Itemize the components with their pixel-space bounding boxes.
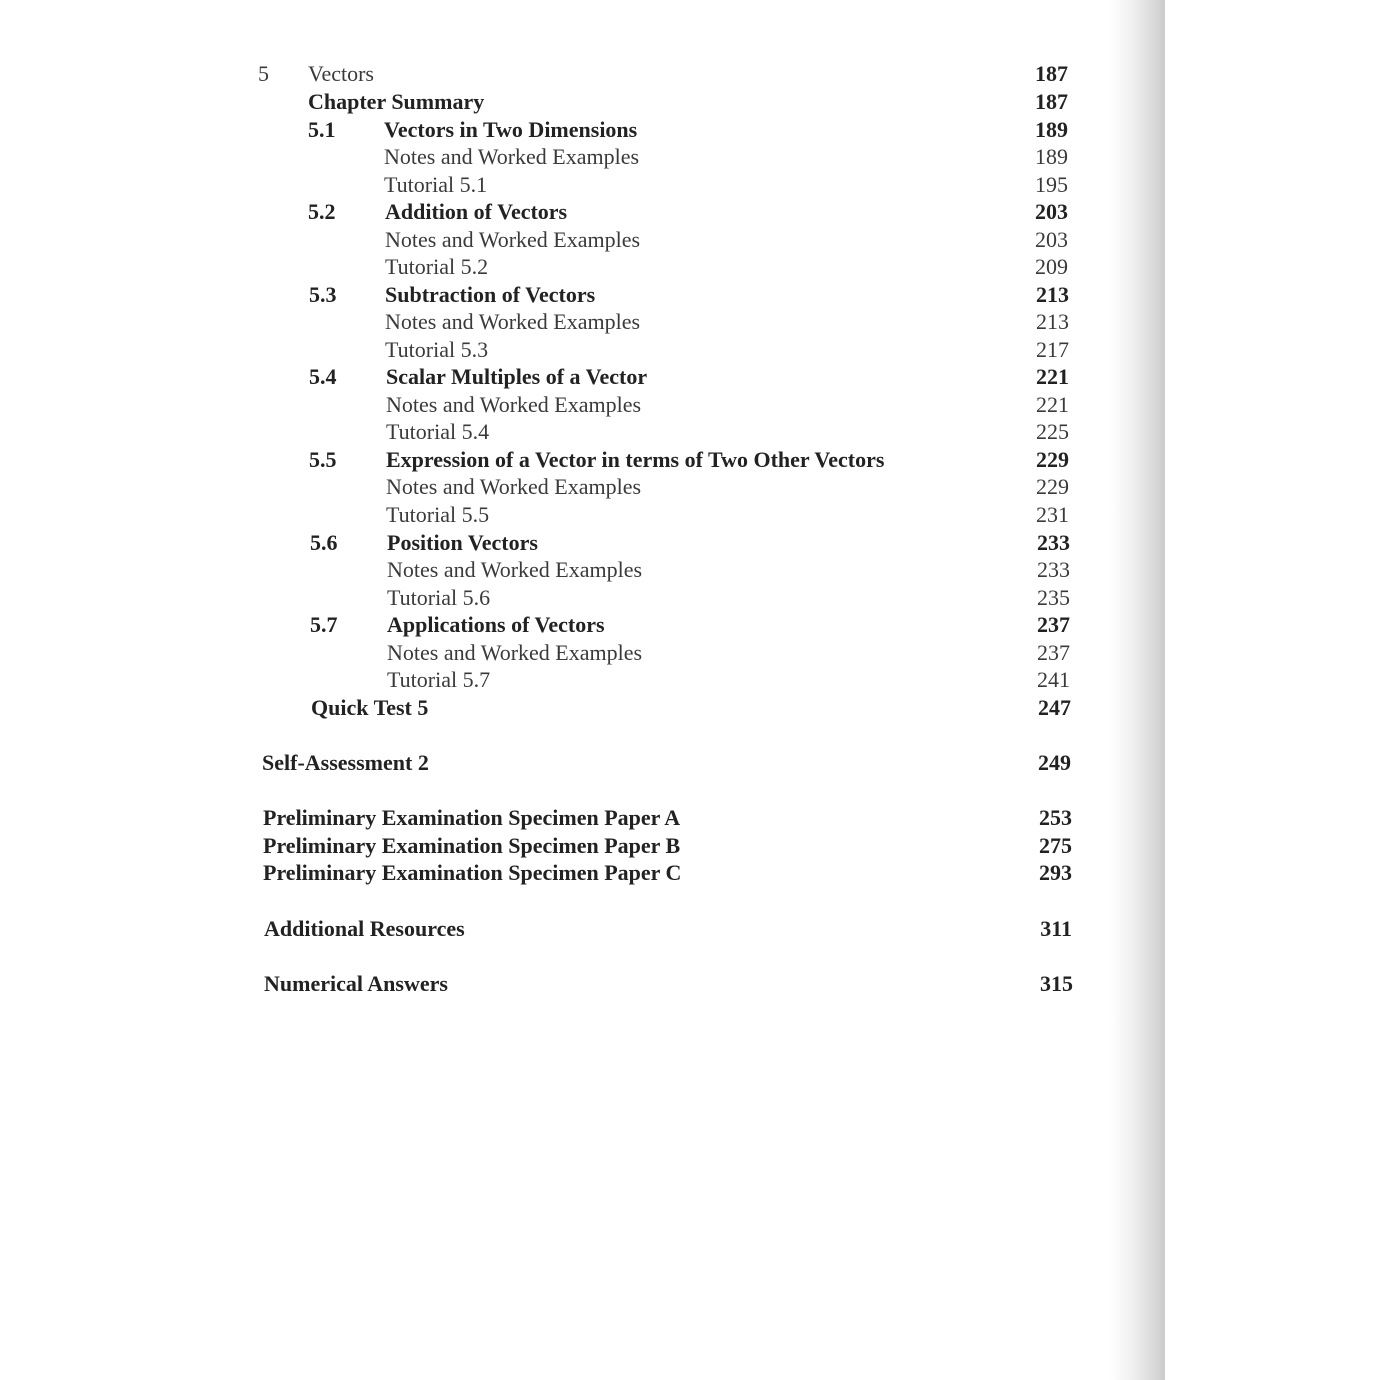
toc-chapter-row[interactable] [0, 60, 1110, 88]
entry-page: 189 [1035, 144, 1068, 169]
toc-section-row[interactable] [0, 529, 1110, 557]
section-page: 213 [1036, 282, 1069, 307]
entry-page: 217 [1036, 337, 1069, 362]
toc-section-row[interactable] [0, 363, 1110, 391]
chapter-page: 187 [1035, 61, 1068, 86]
back-matter-label: Preliminary Examination Specimen Paper A [263, 805, 681, 830]
section-page: 221 [1036, 364, 1069, 389]
toc-entry-row[interactable] [0, 253, 1110, 281]
section-number: 5.4 [309, 364, 337, 389]
entry-page: 221 [1036, 392, 1069, 417]
toc-section-row[interactable] [0, 446, 1110, 474]
section-title: Position Vectors [387, 530, 538, 555]
toc-back-matter-row[interactable] [0, 859, 1110, 887]
back-matter-page: 315 [1040, 971, 1073, 996]
quick-test-page: 247 [1038, 695, 1071, 720]
entry-label: Notes and Worked Examples [386, 474, 642, 499]
toc-back-matter-row[interactable] [0, 970, 1110, 998]
toc-chapter-summary-row[interactable] [0, 88, 1110, 116]
entry-page: 237 [1037, 640, 1070, 665]
toc-entry-row[interactable] [0, 584, 1110, 612]
toc-entry-row[interactable] [0, 556, 1110, 584]
toc-entry-row[interactable] [0, 143, 1110, 171]
section-number: 5.3 [309, 282, 337, 307]
page-margin-outside [1165, 0, 1380, 1380]
chapter-title: Vectors [308, 61, 374, 86]
entry-label: Notes and Worked Examples [385, 227, 641, 252]
entry-page: 229 [1036, 474, 1069, 499]
entry-label: Tutorial 5.3 [385, 337, 489, 362]
entry-label: Tutorial 5.2 [385, 254, 489, 279]
back-matter-label: Additional Resources [264, 916, 465, 941]
entry-label: Tutorial 5.7 [387, 667, 491, 692]
section-page: 237 [1037, 612, 1070, 637]
entry-page: 231 [1036, 502, 1069, 527]
back-matter-page: 311 [1040, 916, 1072, 941]
entry-label: Notes and Worked Examples [384, 144, 640, 169]
back-matter-label: Preliminary Examination Specimen Paper B [263, 833, 681, 858]
entry-label: Notes and Worked Examples [387, 557, 643, 582]
entry-page: 195 [1035, 172, 1068, 197]
back-matter-label: Preliminary Examination Specimen Paper C [263, 860, 682, 885]
back-matter-page: 249 [1038, 750, 1071, 775]
toc-entry-row[interactable] [0, 473, 1110, 501]
section-number: 5.5 [309, 447, 337, 472]
section-number: 5.1 [308, 117, 336, 142]
chapter-summary-page: 187 [1035, 89, 1068, 114]
section-title: Applications of Vectors [387, 612, 605, 637]
entry-page: 241 [1037, 667, 1070, 692]
section-title: Expression of a Vector in terms of Two Other Vectors [386, 447, 885, 472]
chapter-summary-label: Chapter Summary [308, 89, 485, 114]
toc-back-matter-row[interactable] [0, 749, 1110, 777]
toc-back-matter-row[interactable] [0, 832, 1110, 860]
entry-page: 209 [1035, 254, 1068, 279]
entry-page: 203 [1035, 227, 1068, 252]
toc-section-row[interactable] [0, 198, 1110, 226]
entry-page: 235 [1037, 585, 1070, 610]
entry-label: Notes and Worked Examples [385, 309, 641, 334]
toc-section-row[interactable] [0, 281, 1110, 309]
toc-quick-test-row[interactable] [0, 694, 1110, 722]
toc-back-matter-row[interactable] [0, 804, 1110, 832]
section-title: Subtraction of Vectors [385, 282, 596, 307]
toc-entry-row[interactable] [0, 666, 1110, 694]
entry-page: 233 [1037, 557, 1070, 582]
toc-entry-row[interactable] [0, 418, 1110, 446]
toc-entry-row[interactable] [0, 308, 1110, 336]
section-page: 203 [1035, 199, 1068, 224]
entry-label: Tutorial 5.6 [387, 585, 491, 610]
section-title: Addition of Vectors [385, 199, 568, 224]
back-matter-page: 253 [1039, 805, 1072, 830]
section-number: 5.2 [308, 199, 336, 224]
chapter-number: 5 [258, 61, 269, 86]
entry-label: Notes and Worked Examples [387, 640, 643, 665]
toc-entry-row[interactable] [0, 639, 1110, 667]
back-matter-page: 293 [1039, 860, 1072, 885]
section-page: 189 [1035, 117, 1068, 142]
entry-label: Notes and Worked Examples [386, 392, 642, 417]
section-page: 233 [1037, 530, 1070, 555]
quick-test-label: Quick Test 5 [311, 695, 429, 720]
toc-entry-row[interactable] [0, 336, 1110, 364]
section-number: 5.7 [310, 612, 338, 637]
toc-back-matter-row[interactable] [0, 915, 1110, 943]
entry-label: Tutorial 5.5 [386, 502, 490, 527]
back-matter-label: Self-Assessment 2 [262, 750, 429, 775]
back-matter-page: 275 [1039, 833, 1072, 858]
toc-entry-row[interactable] [0, 226, 1110, 254]
entry-label: Tutorial 5.4 [386, 419, 490, 444]
entry-page: 225 [1036, 419, 1069, 444]
section-number: 5.6 [310, 530, 338, 555]
section-title: Vectors in Two Dimensions [384, 117, 638, 142]
toc-entry-row[interactable] [0, 391, 1110, 419]
section-title: Scalar Multiples of a Vector [386, 364, 648, 389]
entry-page: 213 [1036, 309, 1069, 334]
toc-entry-row[interactable] [0, 171, 1110, 199]
toc-section-row[interactable] [0, 611, 1110, 639]
toc-entry-row[interactable] [0, 501, 1110, 529]
section-page: 229 [1036, 447, 1069, 472]
toc-section-row[interactable] [0, 116, 1110, 144]
back-matter-label: Numerical Answers [264, 971, 448, 996]
entry-label: Tutorial 5.1 [384, 172, 488, 197]
